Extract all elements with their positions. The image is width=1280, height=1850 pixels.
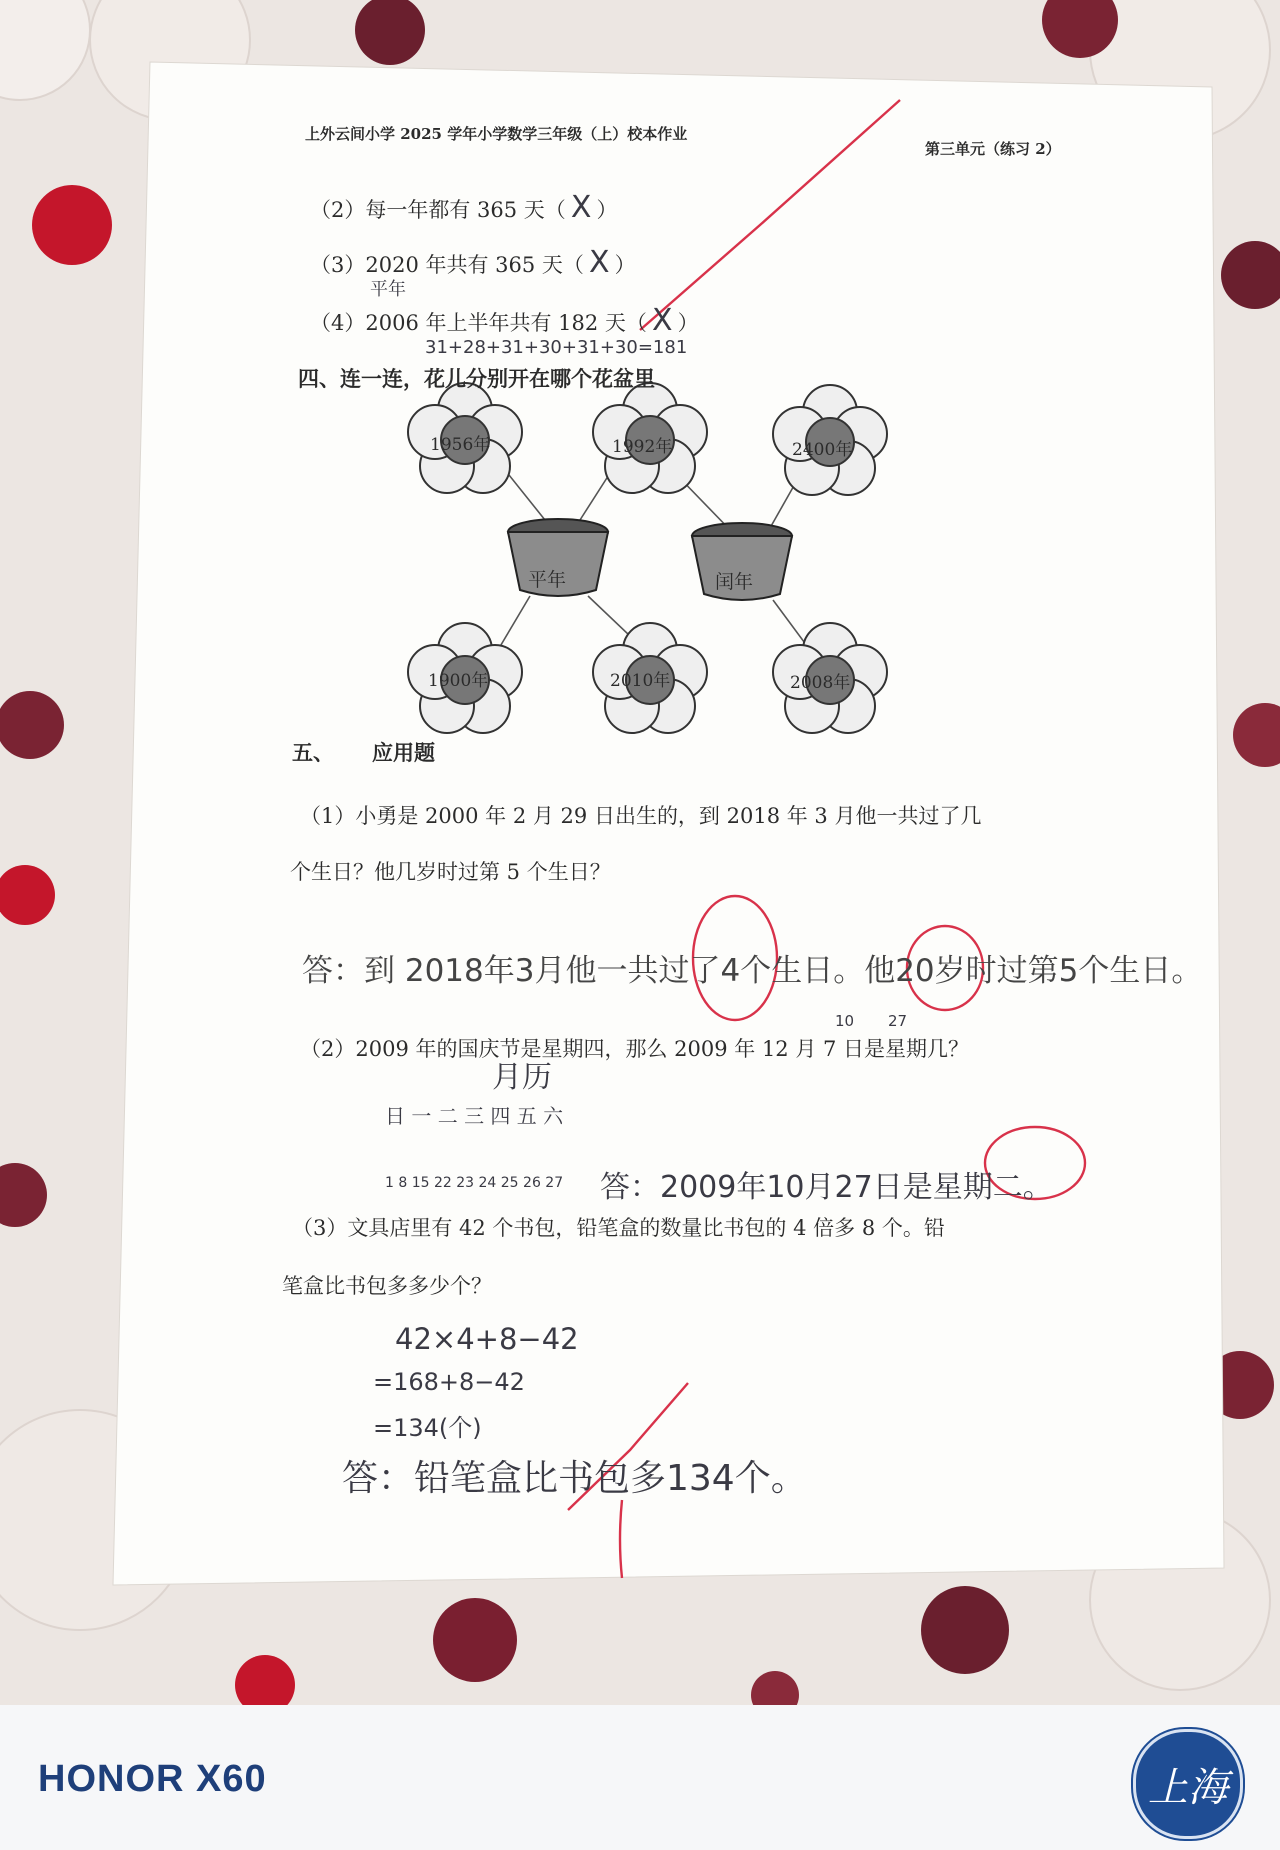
- answer-3: 答：铅笔盒比书包多134个。: [342, 1458, 807, 1499]
- flower-label: 2010年: [610, 671, 671, 691]
- correction-month: 10: [835, 1012, 855, 1030]
- answer-2: 答：2009年10月27日是星期二。: [600, 1170, 1053, 1205]
- location-seal-text: 上海: [1148, 1765, 1228, 1811]
- handwritten-calculation: 31+28+31+30+31+30=181: [425, 337, 688, 358]
- judgment-text: （2）每一年都有 365 天（: [310, 198, 566, 222]
- judgment-text: （4）2006 年上半年共有 182 天（: [310, 311, 647, 335]
- answer-cross: X: [652, 303, 673, 338]
- question-2: （2）2009 年的国庆节是星期四，那么 2009 年 12 月 7 日是星期几？: [300, 1037, 970, 1061]
- section-5-title: 应用题: [372, 740, 435, 765]
- bracket-close: ）: [677, 311, 699, 335]
- work-calendar-dates: 1 8 15 22 23 24 25 26 27: [385, 1175, 564, 1191]
- location-seal: [1133, 1729, 1243, 1839]
- answer-cross: X: [570, 190, 592, 225]
- section-4-title: 四、连一连，花儿分别开在哪个花盆里: [298, 366, 655, 391]
- bracket-close: ）: [596, 198, 618, 222]
- judgment-text: （3）2020 年共有 365 天（: [310, 253, 584, 277]
- flower-label: 2008年: [790, 673, 851, 693]
- flower-label: 1956年: [430, 435, 491, 455]
- judgment-item: [310, 190, 618, 225]
- pot-label: 平年: [528, 569, 567, 591]
- question-3-line-2: 笔盒比书包多多少个？: [282, 1274, 492, 1298]
- bracket-close: ）: [614, 253, 636, 277]
- correction-day: 27: [888, 1012, 908, 1030]
- work-3-line-2: =168+8−42: [373, 1368, 525, 1396]
- work-calendar-title: 月历: [492, 1060, 552, 1095]
- handwritten-note: 平年: [370, 279, 406, 300]
- flower-label: 1900年: [428, 671, 489, 691]
- device-brand: HONOR X60: [38, 1758, 267, 1800]
- worksheet-header: 上外云间小学 2025 学年小学数学三年级（上）校本作业: [305, 125, 688, 143]
- work-calendar-weekdays: 日 一 二 三 四 五 六: [385, 1104, 564, 1128]
- judgment-item: [310, 303, 699, 338]
- flower-label: 1992年: [612, 437, 673, 457]
- work-3-line-3: =134(个): [373, 1414, 482, 1442]
- question-1-line-1: （1）小勇是 2000 年 2 月 29 日出生的，到 2018 年 3 月他一共过了几: [300, 804, 982, 828]
- pot-label: 闰年: [715, 571, 754, 593]
- answer-cross: X: [589, 245, 610, 280]
- work-3-line-1: 42×4+8−42: [395, 1322, 579, 1356]
- answer-1: 答：到 2018年3月他一共过了4个生日。他20岁时过第5个生日。: [302, 953, 1203, 989]
- question-3-line-1: （3）文具店里有 42 个书包，铅笔盒的数量比书包的 4 倍多 8 个。铅: [292, 1216, 945, 1240]
- section-5-number: 五、: [292, 740, 334, 765]
- unit-label: 第三单元（练习 2）: [925, 140, 1061, 158]
- judgment-item: [310, 245, 636, 280]
- question-1-line-2: 个生日？他几岁时过第 5 个生日？: [290, 860, 611, 884]
- flower-label: 2400年: [792, 440, 853, 460]
